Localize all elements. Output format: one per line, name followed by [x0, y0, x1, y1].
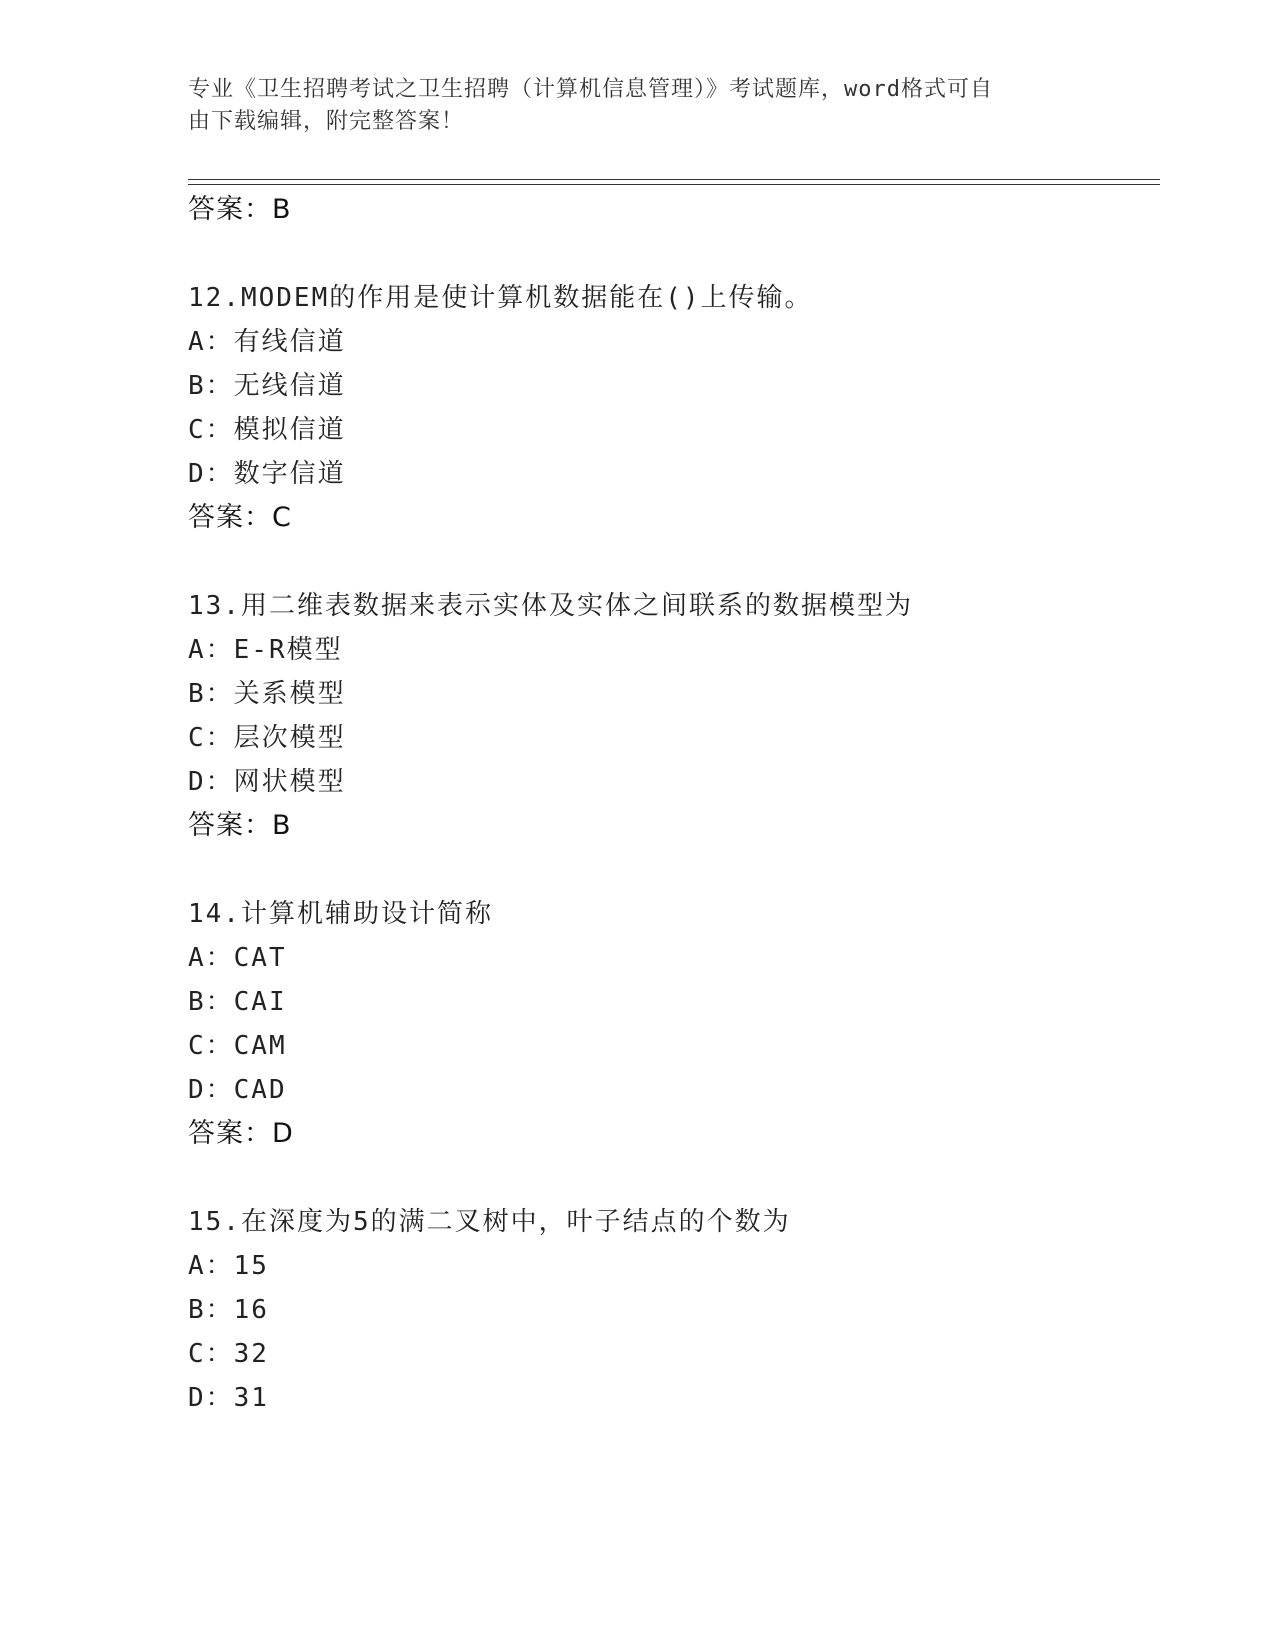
question-13-option-c: C：层次模型: [188, 723, 346, 753]
question-14-option-c: C：CAM: [188, 1031, 287, 1061]
question-14-option-a: A：CAT: [188, 943, 287, 973]
question-14-option-d: D：CAD: [188, 1075, 287, 1105]
header-divider-bottom: [188, 184, 1160, 185]
question-13-answer: 答案：B: [188, 810, 292, 841]
question-12-option-d: D：数字信道: [188, 459, 346, 489]
header-line-2: 由下载编辑，附完整答案！: [188, 109, 465, 134]
question-12-answer: 答案：C: [188, 502, 292, 533]
question-13-option-a: A：E-R模型: [188, 635, 343, 665]
question-14-answer: 答案：D: [188, 1118, 294, 1149]
header-divider-top: [188, 179, 1160, 180]
question-13-option-d: D：网状模型: [188, 767, 346, 797]
question-15-stem: 15.在深度为5的满二叉树中，叶子结点的个数为: [188, 1207, 791, 1237]
question-15-option-d: D：31: [188, 1383, 269, 1413]
question-15-option-c: C：32: [188, 1339, 269, 1369]
question-14-stem: 14.计算机辅助设计简称: [188, 899, 493, 929]
document-header: [188, 74, 1068, 138]
question-12-option-b: B：无线信道: [188, 371, 346, 401]
question-14-option-b: B：CAI: [188, 987, 287, 1017]
question-12-stem: 12.MODEM的作用是使计算机数据能在()上传输。: [188, 283, 813, 313]
header-line-1: 专业《卫生招聘考试之卫生招聘（计算机信息管理）》考试题库，word格式可自: [188, 77, 993, 102]
question-13-stem: 13.用二维表数据来表示实体及实体之间联系的数据模型为: [188, 591, 913, 621]
question-15-option-a: A：15: [188, 1251, 269, 1281]
question-12-option-a: A：有线信道: [188, 327, 346, 357]
question-15-option-b: B：16: [188, 1295, 269, 1325]
question-12-option-c: C：模拟信道: [188, 415, 346, 445]
answer-previous: 答案：B: [188, 194, 292, 225]
question-13-option-b: B：关系模型: [188, 679, 346, 709]
